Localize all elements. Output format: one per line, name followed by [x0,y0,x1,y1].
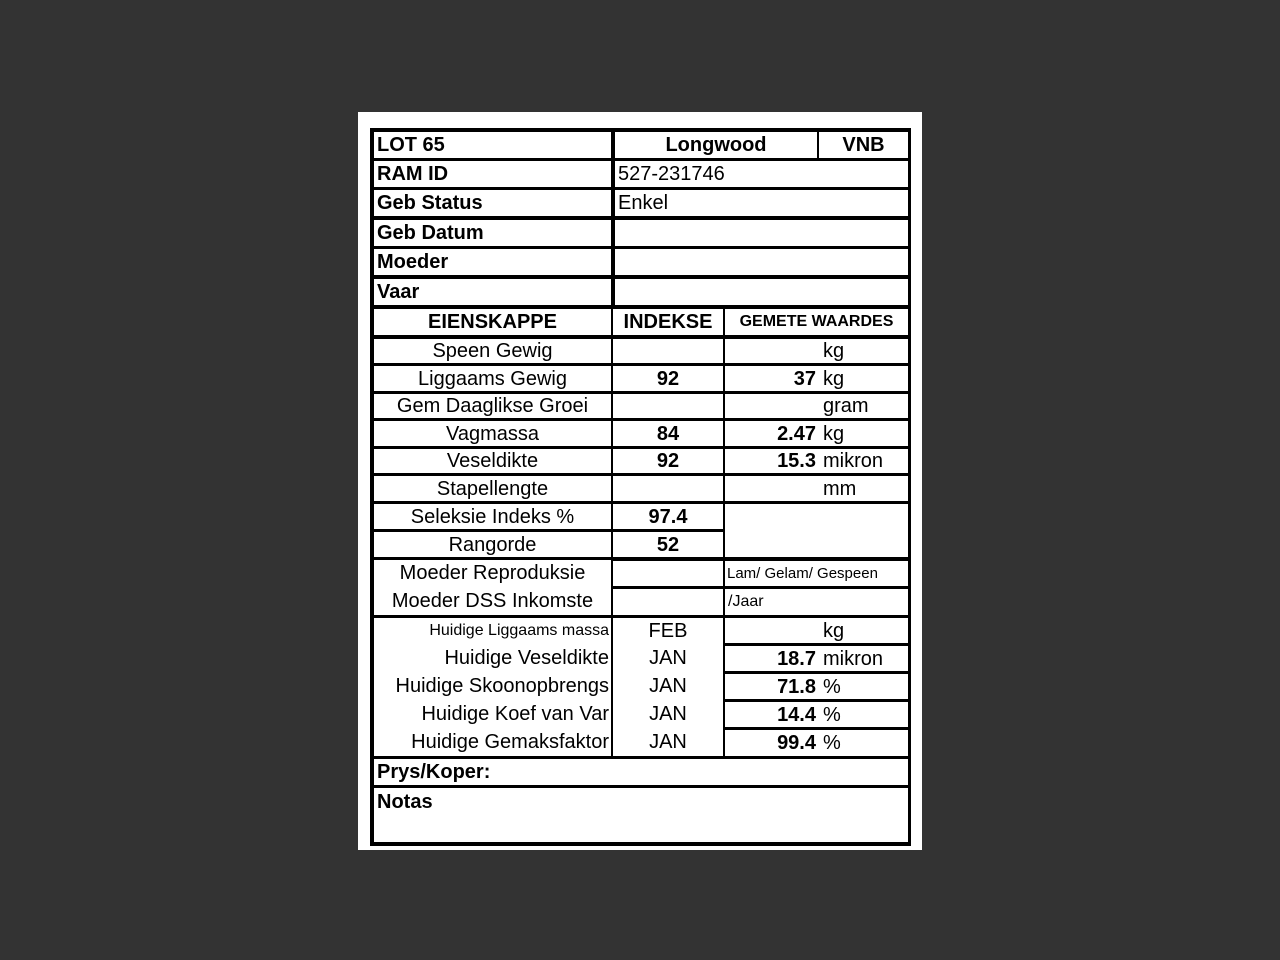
dam-dss-label: Moeder DSS Inkomste [391,590,594,612]
birth-date-label: Geb Datum [372,218,613,248]
current-name: Huidige Liggaams massa [429,622,609,639]
current-value: 99.4 [777,732,816,754]
trait-index: 92 [611,364,725,393]
trait-index: 84 [611,419,725,448]
sire-value [613,277,910,307]
trait-index [611,337,725,365]
dam-reproduction-unit-note: Lam/ Gelam/ Gespeen [723,559,910,588]
lot-card [358,112,922,850]
trait-value: 15.3 [777,450,816,472]
trait-value: 2.47 [777,422,816,445]
trait-value [728,337,816,365]
trait-name: Veseldikte [372,447,613,475]
notes-field: Notas [372,786,910,844]
measured-header: GEMETE WAARDES [723,307,910,337]
birth-date-value [613,218,910,248]
current-name: Huidige Gemaksfaktor [411,731,609,753]
birth-status-value: Enkel [613,188,910,218]
current-month: FEB [648,620,688,642]
trait-index: 92 [611,447,725,475]
trait-name: Vagmassa [372,419,613,448]
ram-id-label: RAM ID [372,159,613,189]
dam-dss-value [611,587,725,617]
rank-value: 52 [611,530,725,559]
trait-name: Speen Gewig [372,337,613,365]
trait-name: Gem Daaglikse Groei [372,392,613,420]
current-name: Huidige Skoonopbrengs [395,675,609,697]
selection-index-label: Seleksie Indeks % [372,502,613,531]
current-unit: mikron [823,647,884,670]
selection-blank-box [723,502,910,559]
trait-value [728,392,816,420]
current-month: JAN [649,731,687,753]
current-unit: % [823,703,841,726]
dam-reproduction-note: /Jaar [723,587,910,617]
traits-header: EIENSKAPPE [372,307,613,337]
trait-unit: kg [823,422,845,445]
current-month: JAN [649,675,687,697]
dam-value [613,247,910,277]
current-value: 14.4 [777,703,816,726]
trait-name: Stapellengte [372,474,613,503]
current-unit: % [823,732,841,754]
trait-unit: mm [823,477,857,500]
current-unit: % [823,675,841,698]
sire-label: Vaar [372,277,613,307]
current-value: 18.7 [777,647,816,670]
current-name: Huidige Veseldikte [444,647,609,669]
trait-index [611,474,725,503]
dam-label: Moeder [372,247,613,277]
current-unit: kg [823,619,845,642]
trait-index [611,392,725,420]
trait-unit: kg [823,340,845,362]
trait-unit: mikron [823,450,884,472]
trait-value [728,474,816,503]
breed-code: VNB [817,130,910,160]
selection-index-value: 97.4 [611,502,725,531]
index-header: INDEKSE [611,307,725,337]
trait-name: Liggaams Gewig [372,364,613,393]
current-month: JAN [649,703,687,725]
price-buyer-field: Prys/Koper: [372,757,910,787]
birth-status-label: Geb Status [372,188,613,218]
trait-value: 37 [793,367,816,390]
current-name: Huidige Koef van Var [421,703,609,725]
current-month: JAN [649,647,687,669]
lot-number: LOT 65 [372,130,613,160]
current-value: 71.8 [777,675,816,698]
trait-unit: kg [823,367,845,390]
breed-name: Longwood [613,130,819,160]
current-value [728,616,816,645]
rank-label: Rangorde [372,530,613,559]
dam-reproduction-value [611,559,725,588]
dam-reproduction-label: Moeder Reproduksie [399,562,586,584]
ram-id-value: 527-231746 [613,159,910,189]
trait-unit: gram [823,395,869,417]
